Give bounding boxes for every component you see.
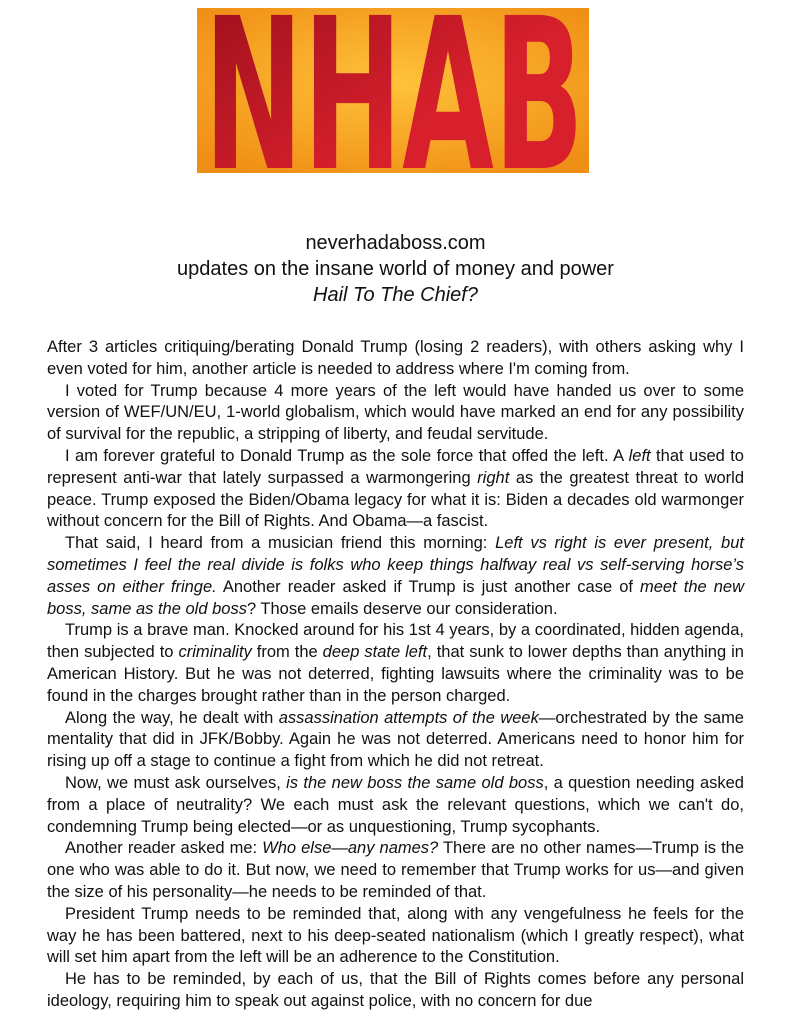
paragraph-2: I voted for Trump because 4 more years of the left would have handed us over to some version of WEF/UN/EU, 1-world globalism, which would have marked an end for any possibility of survival for the republic, a stripping of liberty, and feudal servitude. <box>47 381 744 444</box>
p7-text-c: , a question needing asked from a place of neutrality? We each must ask the relevant questions, which we can't do, condemning Trump being elected—or as unquestioning, Trump sycophants. <box>47 773 744 836</box>
p4-text-e: ? Those emails deserve our consideration. <box>246 599 558 618</box>
p5-text-c: from the <box>251 643 323 662</box>
p3-emphasis-right: right <box>477 468 510 487</box>
p7-emphasis-question: is the new boss the same old boss <box>286 773 544 792</box>
paragraph-7 <box>47 773 744 838</box>
paragraph-1: After 3 articles critiquing/berating Donald Trump (losing 2 readers), with others asking why I even voted for him, another article is needed to address where I'm coming from. <box>47 338 744 378</box>
p4-quote-boss: meet the new boss, same as the old boss <box>47 577 744 618</box>
p7-text-a: Now, we must ask ourselves, <box>65 773 287 792</box>
paragraph-5 <box>47 620 744 707</box>
p3-text-c: that used to represent anti-war that lately surpassed a warmongering <box>47 446 744 487</box>
logo-lettering: NHAB <box>204 0 584 185</box>
site-tagline: updates on the insane world of money and power <box>177 258 614 280</box>
p8-text-a: Another reader asked me: <box>65 839 263 858</box>
p6-text-a: Along the way, he dealt with <box>65 708 279 727</box>
nhab-logo <box>195 0 593 185</box>
paragraph-3 <box>47 446 744 533</box>
p5-emphasis-deep-state: deep state left <box>322 643 428 662</box>
page-header <box>0 230 791 308</box>
p5-text-a: Trump is a brave man. Knocked around for his 1st 4 years, by a coordinated, hidden agenda, then subjected to <box>47 621 744 662</box>
p3-text-e: as the greatest threat to world peace. Trump exposed the Biden/Obama legacy for what it is: Biden a decades old warmonger without concern for the Bill of Rights. And Obama—a fascist. <box>47 468 744 531</box>
p3-text-a: I am forever grateful to Donald Trump as the sole force that offed the left. A <box>65 446 629 465</box>
paragraph-4 <box>47 533 744 620</box>
p5-emphasis-criminality: criminality <box>178 643 252 662</box>
p4-text-c: Another reader asked if Trump is just another case of <box>216 577 641 596</box>
site-name: neverhadaboss.com <box>305 232 486 254</box>
p5-text-e: , that sunk to lower depths than anything in American History. But he was not deterred, fighting lawsuits where the criminality was to be found in the charges brought rather than in the person charged. <box>47 643 744 705</box>
paragraph-8 <box>47 838 744 903</box>
p8-text-c: There are no other names—Trump is the one who was able to do it. But now, we need to remember that Trump works for us—and given the size of his personality—he needs to be reminded of that. <box>47 839 745 901</box>
paragraph-10: He has to be reminded, by each of us, that the Bill of Rights comes before any personal ideology, requiring him to speak out against police, with no concern for due <box>47 970 744 1010</box>
article-title: Hail To The Chief? <box>313 284 478 306</box>
p6-emphasis-assassination: assassination attempts of the week <box>278 708 539 727</box>
p4-text-a: That said, I heard from a musician friend this morning: <box>65 534 496 553</box>
p4-quote-friend: Left vs right is ever present, but sometimes I feel the real divide is folks who keep things halfway real vs self-serving horse’s asses on either fringe. <box>47 534 744 596</box>
article-body <box>47 337 744 1013</box>
nhab-logo-graphic <box>195 0 593 185</box>
p8-emphasis-who-else: Who else—any names? <box>262 839 439 858</box>
p6-text-c: —orchestrated by the same mentality that did in JFK/Bobby. Again he was not deterred. Americans need to honor him for rising up off a stage to continue a fight from which he did not retreat. <box>47 708 744 771</box>
paragraph-6 <box>47 708 744 773</box>
paragraph-9: President Trump needs to be reminded that, along with any vengefulness he feels for the way he has been battered, next to his deep-seated nationalism (which I greatly respect), what will set him apart from the left will be an adherence to the Constitution. <box>47 904 744 967</box>
p3-emphasis-left: left <box>628 446 651 465</box>
